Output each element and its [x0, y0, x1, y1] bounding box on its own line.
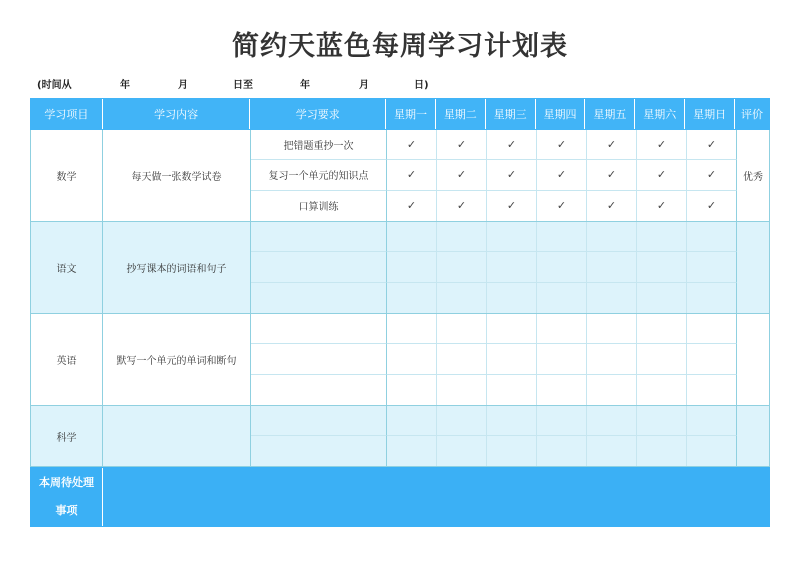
check-icon: ✓	[606, 168, 617, 182]
date-prefix: (时间从	[37, 80, 72, 91]
subject-content: 抄写课本的词语和句子	[103, 222, 251, 313]
evaluation-cell: 优秀	[743, 172, 763, 183]
day-cell	[437, 222, 487, 252]
day-cell	[437, 160, 487, 190]
header-content: 学习内容	[103, 99, 251, 129]
day-cell	[637, 375, 687, 405]
requirement-cell	[251, 406, 387, 436]
day-cell	[637, 191, 687, 221]
requirement-cell: 复习一个单元的知识点	[251, 160, 387, 190]
day-cell	[537, 406, 587, 436]
day-cell	[587, 283, 637, 313]
header-monday: 星期一	[386, 99, 436, 129]
day-cell	[487, 375, 537, 405]
day-cell	[687, 375, 737, 405]
day-cell	[637, 130, 687, 160]
day-cell	[387, 344, 437, 374]
day-cell	[437, 375, 487, 405]
day-cell	[387, 314, 437, 344]
check-icon: ✓	[406, 138, 417, 152]
day-cell	[487, 160, 537, 190]
page-title: 简约天蓝色每周学习计划表	[232, 31, 568, 62]
day-cell	[537, 283, 587, 313]
subject-content: 每天做一张数学试卷	[103, 130, 251, 221]
subject-name: 英语	[31, 314, 103, 405]
day-cell	[387, 130, 437, 160]
day-cell	[487, 252, 537, 282]
day-cell	[487, 130, 537, 160]
requirement-cell	[251, 436, 387, 466]
header-requirement: 学习要求	[250, 99, 386, 129]
day-cell	[637, 222, 687, 252]
day-cell	[637, 436, 687, 466]
day-cell	[587, 314, 637, 344]
day-cell	[487, 314, 537, 344]
requirement-cell	[251, 283, 387, 313]
header-sunday: 星期日	[685, 99, 735, 129]
requirement-cell: 口算训练	[251, 191, 387, 221]
check-icon: ✓	[706, 138, 717, 152]
day-cell	[387, 191, 437, 221]
day-cell	[587, 436, 637, 466]
check-icon: ✓	[406, 168, 417, 182]
day-cell	[437, 314, 487, 344]
day-cell	[437, 191, 487, 221]
date-year-start: 年	[120, 80, 130, 91]
day-cell	[387, 406, 437, 436]
day-cell	[487, 406, 537, 436]
subject-row	[30, 130, 770, 222]
check-icon: ✓	[656, 138, 667, 152]
check-icon: ✓	[506, 138, 517, 152]
header-wednesday: 星期三	[486, 99, 536, 129]
check-icon: ✓	[606, 138, 617, 152]
check-icon: ✓	[706, 199, 717, 213]
day-cell	[637, 160, 687, 190]
day-cell	[637, 252, 687, 282]
requirement-cell	[251, 344, 387, 374]
requirement-cell	[251, 222, 387, 252]
date-suffix: 日)	[414, 80, 429, 91]
requirement-cell	[251, 375, 387, 405]
day-cell	[537, 252, 587, 282]
check-icon: ✓	[556, 138, 567, 152]
day-cell	[687, 252, 737, 282]
day-cell	[387, 375, 437, 405]
check-icon: ✓	[456, 199, 467, 213]
day-cell	[687, 406, 737, 436]
day-cell	[387, 252, 437, 282]
check-icon: ✓	[706, 168, 717, 182]
subject-row	[30, 314, 770, 406]
day-cell	[587, 375, 637, 405]
day-cell	[437, 436, 487, 466]
day-cell	[387, 283, 437, 313]
weekly-pending-items	[30, 467, 770, 527]
date-range-row	[0, 76, 800, 90]
check-icon: ✓	[606, 199, 617, 213]
day-cell	[387, 436, 437, 466]
check-icon: ✓	[506, 199, 517, 213]
day-cell	[687, 436, 737, 466]
subject-content: 默写一个单元的单词和断句	[103, 314, 251, 405]
subject-content	[103, 406, 251, 466]
day-cell	[687, 160, 737, 190]
day-cell	[537, 314, 587, 344]
day-cell	[687, 283, 737, 313]
subject-name: 数学	[31, 130, 103, 221]
requirement-cell	[251, 314, 387, 344]
day-cell	[687, 344, 737, 374]
check-icon: ✓	[656, 168, 667, 182]
subject-name: 科学	[31, 406, 103, 466]
date-month-start: 月	[178, 80, 188, 91]
day-cell	[587, 222, 637, 252]
day-cell	[637, 314, 687, 344]
day-cell	[587, 406, 637, 436]
day-cell	[537, 436, 587, 466]
pending-items-label: 本周待处理 事项	[31, 468, 103, 526]
date-year-end: 年	[300, 80, 310, 91]
day-cell	[487, 283, 537, 313]
day-cell	[487, 222, 537, 252]
table-header	[30, 98, 770, 130]
day-cell	[687, 222, 737, 252]
check-icon: ✓	[656, 199, 667, 213]
day-cell	[437, 252, 487, 282]
subject-row	[30, 406, 770, 467]
day-cell	[587, 344, 637, 374]
day-cell	[587, 130, 637, 160]
header-saturday: 星期六	[635, 99, 685, 129]
check-icon: ✓	[456, 138, 467, 152]
header-friday: 星期五	[585, 99, 635, 129]
day-cell	[537, 344, 587, 374]
day-cell	[687, 314, 737, 344]
date-month-end: 月	[359, 80, 369, 91]
day-cell	[637, 283, 687, 313]
day-cell	[687, 130, 737, 160]
check-icon: ✓	[556, 168, 567, 182]
header-evaluation: 评价	[741, 108, 763, 121]
day-cell	[437, 283, 487, 313]
requirement-cell	[251, 252, 387, 282]
subject-row	[30, 222, 770, 314]
check-icon: ✓	[556, 199, 567, 213]
day-cell	[437, 344, 487, 374]
subject-name: 语文	[31, 222, 103, 313]
day-cell	[487, 191, 537, 221]
study-plan-table	[30, 98, 770, 517]
evaluation-cell	[737, 222, 769, 313]
day-cell	[387, 222, 437, 252]
day-cell	[687, 191, 737, 221]
requirement-cell: 把错题重抄一次	[251, 130, 387, 160]
day-cell	[387, 160, 437, 190]
check-icon: ✓	[456, 168, 467, 182]
day-cell	[437, 406, 487, 436]
evaluation-cell	[737, 314, 769, 405]
day-cell	[437, 130, 487, 160]
header-subject: 学习项目	[31, 99, 103, 129]
day-cell	[587, 252, 637, 282]
day-cell	[537, 130, 587, 160]
day-cell	[537, 191, 587, 221]
day-cell	[587, 160, 637, 190]
day-cell	[487, 344, 537, 374]
check-icon: ✓	[406, 199, 417, 213]
day-cell	[637, 344, 687, 374]
check-icon: ✓	[506, 168, 517, 182]
day-cell	[537, 160, 587, 190]
header-thursday: 星期四	[536, 99, 586, 129]
day-cell	[537, 375, 587, 405]
date-day-to: 日至	[233, 80, 253, 91]
day-cell	[537, 222, 587, 252]
day-cell	[587, 191, 637, 221]
header-tuesday: 星期二	[436, 99, 486, 129]
day-cell	[637, 406, 687, 436]
day-cell	[487, 436, 537, 466]
evaluation-cell	[737, 406, 769, 466]
